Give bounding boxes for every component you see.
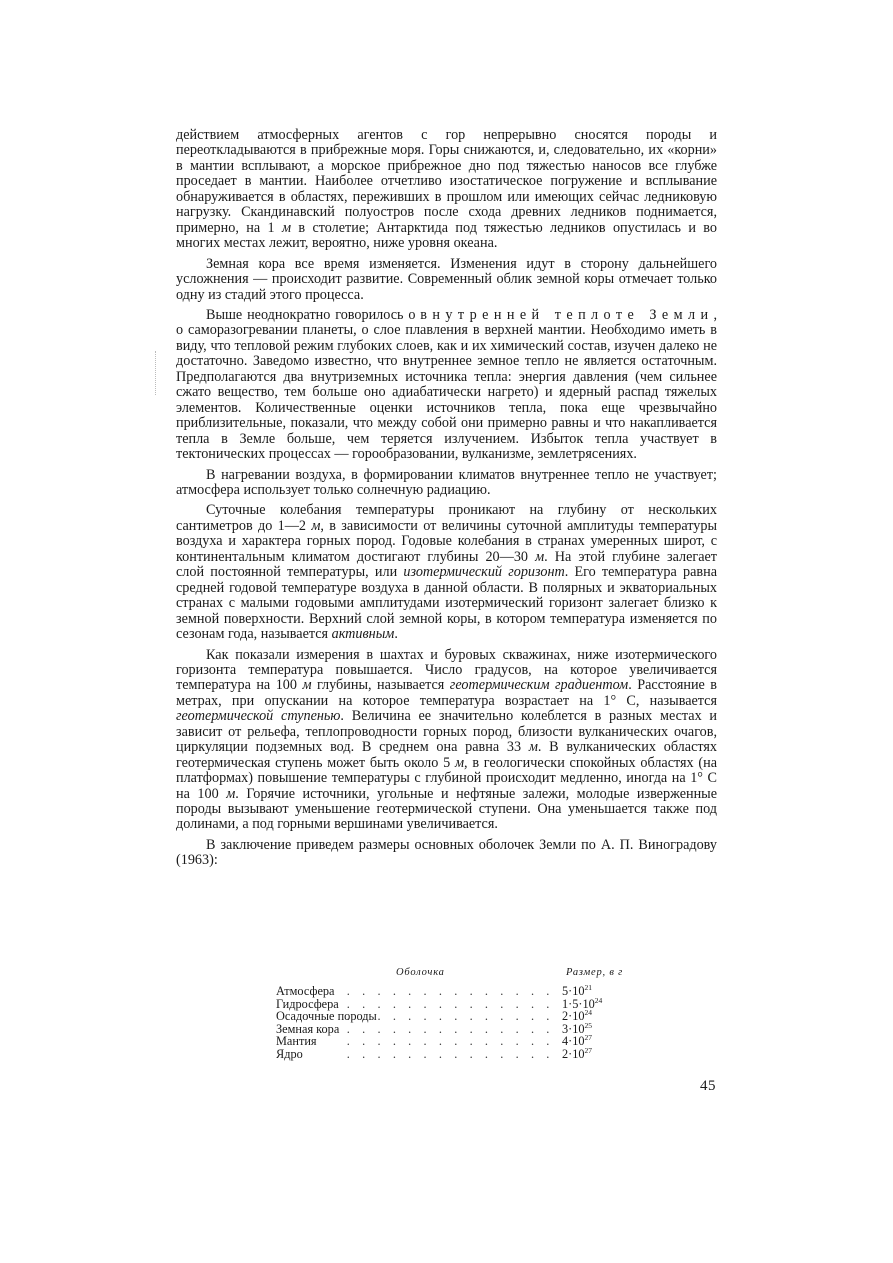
shell-name: Земная кора: [276, 1021, 340, 1036]
shell-mass-mantissa: 5·10: [562, 984, 585, 998]
shell-mass-mantissa: 2·10: [562, 1009, 585, 1024]
dot-leader: . . . . . . . . . . . . . .: [346, 996, 554, 1011]
paragraph-text: . На этой глубине залегает слой постоянной температуры, или: [176, 548, 718, 581]
paragraph: [176, 838, 717, 869]
body-text: [176, 128, 717, 869]
shell-name: Осадочные породы: [276, 1009, 377, 1024]
paragraph: [176, 648, 717, 833]
margin-mark: [155, 351, 164, 395]
paragraph-text: . Его температура равна средней годовой температуре воздуха в данной области. В полярных и экваториальных странах с малыми годовыми амплитудами изотермический горизонт залегает близко к земной поверхности. Верхний слой земной коры, в котором температура изменяется по сезонам года, называется: [176, 564, 717, 643]
dot-leader: . . . . . . . . . . . . . .: [346, 1046, 554, 1061]
paragraph-text: , о саморазогревании планеты, о слое плавления в верхней мантии. Необходимо иметь в виду, что тепловой режим глубоких слоев, как и их химический состав, изучен далеко не достаточно. Заведомо известно, что внутреннее земное тепло не является остаточным. Предполагаются два внутриземных источника тепла: энергия давления (чем сильнее сжато вещество, тем больше оно адиабатически нагрето) и ядерный распад тяжелых элементов. Количественные оценки источников тепла, пока еще чрезвычайно приблизительные, показали, что между собой они примерно равны и что накапливается тепла в Земле больше, чем теряется излучением. Избыток тепла участвует в тектонических процессах — горообразовании, вулканизме, землетрясениях.: [176, 306, 718, 463]
paragraph-text: , в зависимости от величины суточной амплитуды температуры воздуха и характера горных пород. Годовые колебания в странах умеренных широт, с континентальным климатом достигают глубины 20—30: [176, 517, 718, 565]
dot-leader: . . . . . . . . . . . . . .: [346, 984, 554, 998]
dot-leader: . . . . . . . . . . . . . .: [346, 1009, 554, 1024]
shell-mass-exponent: 25: [584, 1020, 593, 1030]
paragraph-text: Как показали измерения в шахтах и буровых скважинах, ниже изотермического горизонта температура повышается. Число градусов, на которое увеличивается температура на 100: [176, 646, 717, 694]
paragraph-italic-text: м: [302, 677, 312, 694]
paragraph: [176, 503, 717, 642]
shell-mass-exponent: 27: [584, 1045, 593, 1055]
shell-mass-mantissa: 2·10: [562, 1046, 585, 1061]
shell-mass-exponent: 27: [584, 1033, 593, 1043]
table-header: [0, 967, 893, 981]
paragraph-italic-text: геотермическим градиентом: [449, 677, 629, 694]
shell-name: Гидросфера: [276, 996, 339, 1011]
paragraph-text: Земная кора все время изменяется. Изменения идут в сторону дальнейшего усложнения — происходит развитие. Современный облик земной коры отмечает только одну из стадий этого процесса.: [176, 255, 717, 303]
paragraph-text: . Горячие источники, угольные и нефтяные залежи, молодые изверженные породы вызывают уменьшение геотермической ступени. Она уменьшается также под долинами, а под горными вершинами увеличивается.: [176, 785, 718, 833]
paragraph-text: Суточные колебания температуры проникают на глубину от нескольких сантиметров до 1—2: [176, 502, 717, 534]
paragraph-text: В нагревании воздуха, в формировании климатов внутреннее тепло не участвует; атмосфера использует только солнечную радиацию.: [176, 466, 717, 498]
paragraph-italic-text: изотермический горизонт: [403, 564, 565, 581]
shells-table: [276, 985, 616, 1061]
paragraph: [176, 468, 717, 499]
page-number: 45: [700, 1078, 716, 1094]
shell-mass-exponent: 24: [594, 995, 603, 1005]
dot-leader: . . . . . . . . . . . . . .: [346, 1021, 554, 1036]
shell-mass: [562, 1045, 593, 1061]
paragraph-text: . В вулканических областях геотермическая ступень может быть около 5: [176, 739, 717, 771]
shell-mass-exponent: 21: [584, 983, 593, 992]
table-header-shell: Оболочка: [396, 967, 445, 978]
paragraph-italic-text: м: [311, 517, 321, 534]
paragraph: [176, 128, 717, 252]
table-row: [276, 1045, 616, 1061]
paragraph-text: . Расстояние в метрах, при опускании на которое температура возрастает на 1° С, называется: [176, 677, 717, 709]
paragraph-italic-text: м: [528, 739, 538, 756]
paragraph-italic-text: м: [226, 785, 236, 802]
shell-mass-mantissa: 3·10: [562, 1021, 585, 1036]
paragraph-italic-text: активным: [331, 626, 395, 643]
paragraph-italic-text: м: [454, 754, 465, 771]
shell-mass-exponent: 24: [584, 1008, 593, 1018]
paragraph-text: .: [394, 626, 398, 643]
paragraph-text: в столетие; Антарктида под тяжестью ледников опустилась и во многих местах лежит, вероятно, ниже уровня океана.: [176, 219, 717, 252]
paragraph-spaced-text: внутренней теплоте Земли: [420, 306, 714, 323]
paragraph-italic-text: м: [535, 548, 545, 565]
paragraph-text: , в геологически спокойных областях (на платформах) повышение температуры с глубиной происходит медленно, иногда на 1° С на 100: [176, 754, 717, 802]
shell-name: Ядро: [276, 1046, 303, 1061]
paragraph: [176, 257, 717, 303]
shell-mass-mantissa: 4·10: [562, 1034, 585, 1049]
paragraph: [176, 308, 717, 463]
table-header-size: Размер, в г: [566, 967, 624, 978]
paragraph-text: Выше неоднократно говорилось о: [206, 306, 421, 323]
shell-mass-mantissa: 1·5·10: [562, 996, 595, 1011]
paragraph-italic-text: м: [281, 219, 292, 236]
dot-leader: . . . . . . . . . . . . . .: [346, 1034, 554, 1049]
shell-name: Атмосфера: [276, 984, 335, 998]
shell-name: Мантия: [276, 1034, 317, 1049]
paragraph-text: . Величина ее значительно колеблется в разных местах и зависит от рельефа, теплопроводности горных пород, близости вулканических очагов, циркуляции подземных вод. В среднем она равна 33: [176, 708, 718, 756]
paragraph-text: глубины, называется: [311, 677, 450, 694]
paragraph-italic-text: геотермической ступенью: [176, 708, 341, 725]
paragraph-text: В заключение приведем размеры основных оболочек Земли по А. П. Виноградову (1963):: [176, 836, 717, 869]
paragraph-text: действием атмосферных агентов с гор непрерывно сносятся породы и переоткладываются в прибрежные моря. Горы снижаются, и, следовательно, их «корни» в мантии всплывают, а морское прибрежное дно под тяжестью наносов все глубже проседает в мантии. Наиболее отчетливо изостатическое погружение и всплывание обнаруживается в областях, переживших в прошлом или имеющих сейчас ледниковую нагрузку. Скандинавский полуостров после схода древних ледников поднимается, примерно, на 1: [176, 127, 717, 236]
